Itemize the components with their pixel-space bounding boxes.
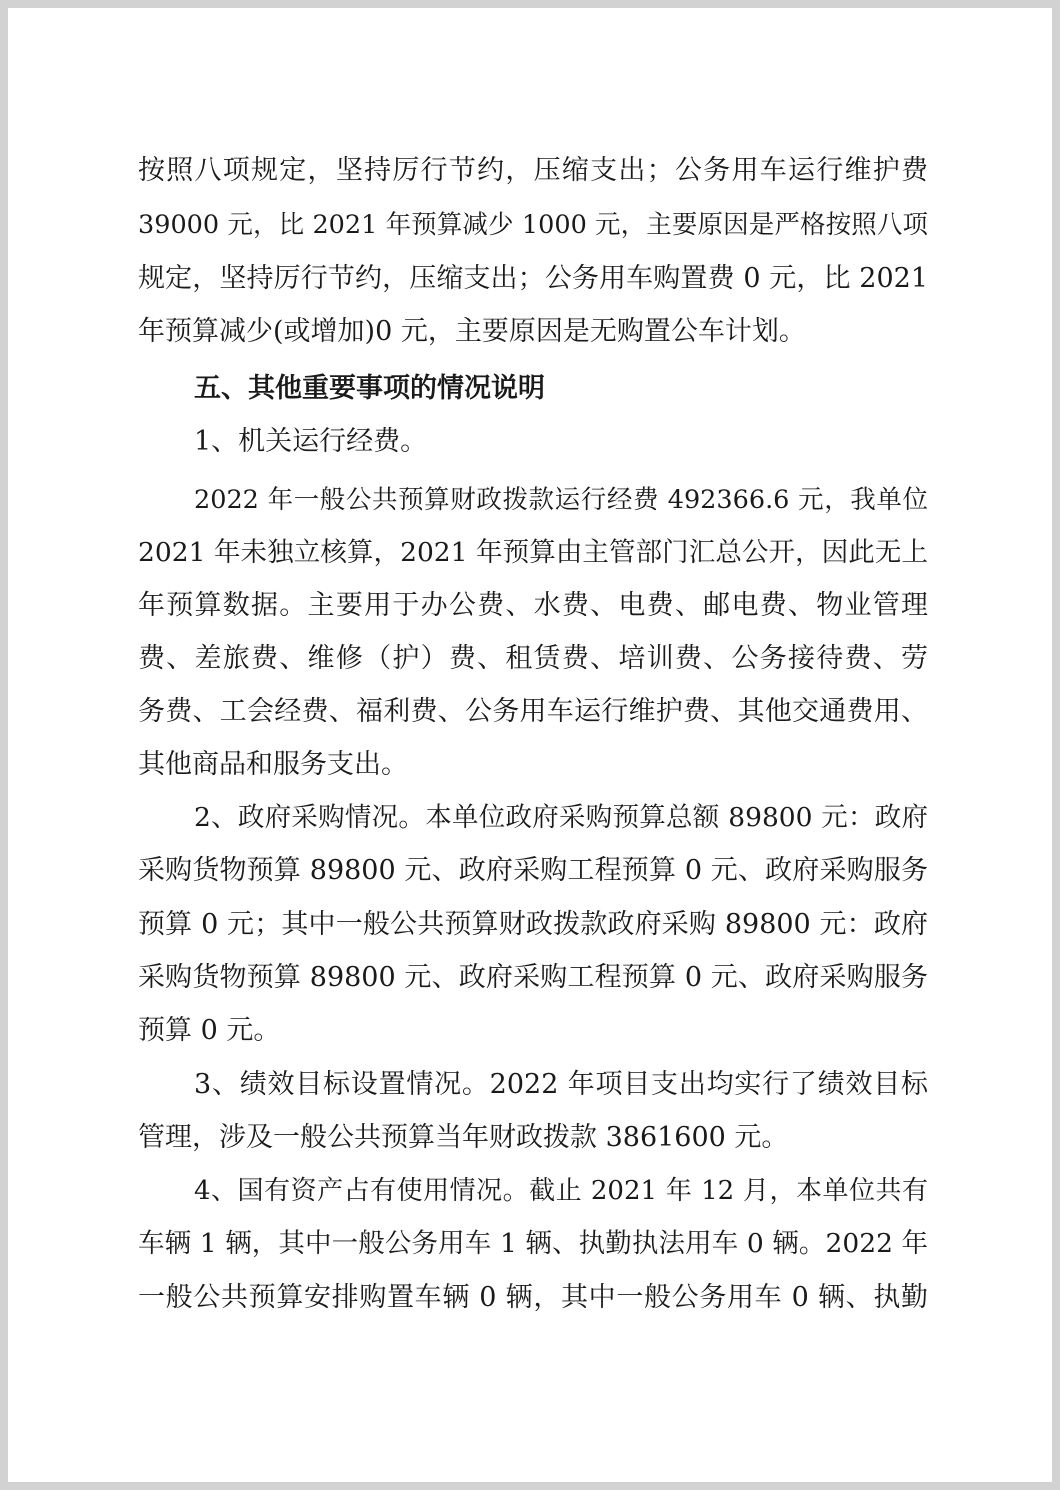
text-line: 费、差旅费、维修（护）费、租赁费、培训费、公务接待费、劳 [138, 643, 928, 674]
text-line: 2021 年未独立核算，2021 年预算由主管部门汇总公开，因此无上 [138, 537, 928, 568]
text-line: 2022 年一般公共预算财政拨款运行经费 492366.6 元，我单位 [194, 485, 928, 515]
text-line: 3、绩效目标设置情况。2022 年项目支出均实行了绩效目标 [194, 1069, 928, 1100]
text-line: 预算 0 元；其中一般公共预算财政拨款政府采购 89800 元：政府 [138, 909, 928, 940]
text-line: 一般公共预算安排购置车辆 0 辆，其中一般公务用车 0 辆、执勤 [138, 1282, 928, 1313]
text-line: 预算 0 元。 [138, 1015, 281, 1046]
text-line: 年预算减少(或增加)0 元，主要原因是无购置公车计划。 [138, 316, 806, 347]
text-line: 务费、工会经费、福利费、公务用车运行维护费、其他交通费用、 [138, 696, 928, 727]
section-heading: 五、其他重要事项的情况说明 [194, 373, 545, 404]
document-page [8, 8, 1052, 1482]
subsection-heading: 1、机关运行经费。 [194, 426, 428, 457]
text-line: 其他商品和服务支出。 [138, 749, 408, 780]
text-line: 采购货物预算 89800 元、政府采购工程预算 0 元、政府采购服务 [138, 962, 928, 993]
text-line: 2、政府采购情况。本单位政府采购预算总额 89800 元：政府 [194, 802, 928, 833]
text-line: 管理，涉及一般公共预算当年财政拨款 3861600 元。 [138, 1122, 789, 1153]
text-line: 规定，坚持厉行节约，压缩支出；公务用车购置费 0 元，比 2021 [138, 263, 928, 294]
text-line: 年预算数据。主要用于办公费、水费、电费、邮电费、物业管理 [138, 590, 928, 621]
text-line: 车辆 1 辆，其中一般公务用车 1 辆、执勤执法用车 0 辆。2022 年 [138, 1228, 928, 1259]
text-line: 39000 元，比 2021 年预算减少 1000 元，主要原因是严格按照八项 [138, 210, 928, 240]
text-line: 采购货物预算 89800 元、政府采购工程预算 0 元、政府采购服务 [138, 855, 928, 886]
text-line: 按照八项规定，坚持厉行节约，压缩支出；公务用车运行维护费 [138, 155, 928, 186]
text-line: 4、国有资产占有使用情况。截止 2021 年 12 月，本单位共有 [194, 1176, 928, 1206]
